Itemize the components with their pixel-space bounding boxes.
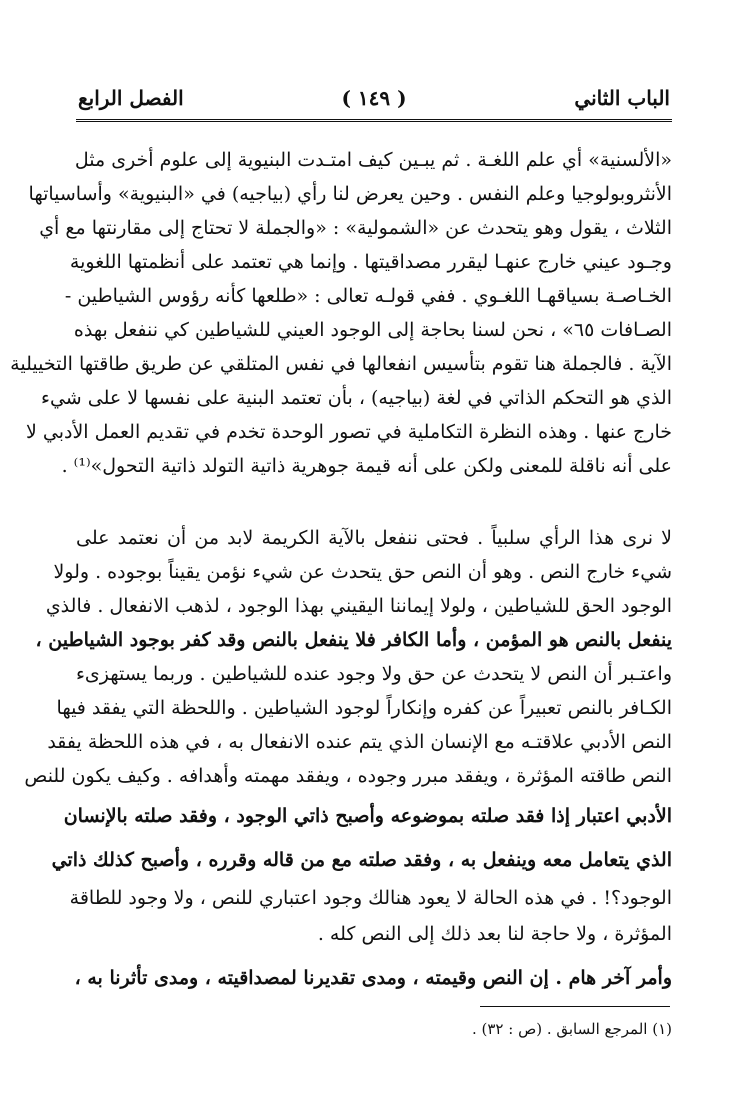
text-line: الصـافات ٦٥» ، نحن لسنا بحاجة إلى الوجود العيني للشياطين كي ننفعل بهذه <box>73 319 672 341</box>
text-line: الكـافر بالنص تعبيراً عن كفره وإنكاراً لوجود الشياطين . واللحظة التي يفقد فيها <box>56 697 672 719</box>
text-line: وأمر آخر هام . إن النص وقيمته ، ومدى تقديرنا لمصداقيته ، ومدى تأثرنا به ، <box>74 967 672 989</box>
text-line: خارج عنها . وهذه النظرة التكاملية في تصور الوحدة تخدم في تقديم العمل الأدبي لا <box>26 421 672 443</box>
text-line: «الألسنية» أي علم اللغـة . ثم يبـين كيف امتـدت البنيوية إلى علوم أخرى مثل <box>74 149 672 171</box>
text-line: الذي هو التحكم الذاتي في لغة (بياجيه) ، بأن تعتمد البنية على نفسها لا على شيء <box>41 387 672 409</box>
footnote-rule <box>480 1006 670 1007</box>
page-header <box>78 84 670 114</box>
text-line: النص الأدبي علاقتـه مع الإنسان الذي يتم عنده الانفعال به ، في هذه اللحظة يفقد <box>47 731 672 753</box>
text-line: الأدبي اعتبار إذا فقد صلته بموضوعه وأصبح ذاتي الوجود ، وفقد صلته بالإنسان <box>63 805 672 827</box>
section-title: الفصل الرابع <box>78 86 184 110</box>
text-line: الآية . فالجملة هنا تقوم بتأسيس انفعالها في نفس المتلقي عن طريق طاقتها التخييلية <box>10 353 672 375</box>
text-line: شيء خارج النص . وهو أن النص حق يتحدث عن شيء نؤمن يقيناً بوجوده . ولولا <box>53 561 672 583</box>
text-line: على أنه ناقلة للمعنى ولكن على أنه قيمة جوهرية ذاتية التولد ذاتية التحول»⁽¹⁾ . <box>61 455 672 477</box>
footnote: (١) المرجع السابق . (ص : ٣٢) . <box>471 1020 672 1038</box>
text-line: الوجود الحق للشياطين ، ولولا إيماننا اليقيني بهذا الوجود ، لذهب الانفعال . فالذي <box>45 595 672 617</box>
text-line: الذي يتعامل معه وينفعل به ، وفقد صلته مع من قاله وقرره ، وأصبح كذلك ذاتي <box>51 849 672 871</box>
chapter-title: الباب الثاني <box>574 86 670 110</box>
text-line: الأنثروبولوجيا وعلم النفس . وحين يعرض لنا رأي (بياجيه) في «البنيوية» وأساسياتها <box>28 183 672 205</box>
text-line: لا نرى هذا الرأي سلبياً . فحتى ننفعل بالآية الكريمة لابد من أن نعتمد على <box>76 527 672 549</box>
text-line: ينفعل بالنص هو المؤمن ، وأما الكافر فلا ينفعل بالنص وقد كفر بوجود الشياطين ، <box>35 629 672 651</box>
text-line: الثلاث ، يقول وهو يتحدث عن «الشمولية» : «والجملة لا تحتاج إلى مقارنتها مع أي <box>39 217 672 239</box>
page-number: ( ١٤٩ ) <box>341 86 407 110</box>
text-line: الخـاصـة بسياقهـا اللغـوي . ففي قولـه تعالى : «طلعها كأنه رؤوس الشياطين - <box>64 285 672 307</box>
header-rule <box>76 119 672 122</box>
text-line: الوجود؟! . في هذه الحالة لا يعود هنالك وجود اعتباري للنص ، ولا وجود للطاقة <box>69 887 672 909</box>
text-line: النص طاقته المؤثرة ، ويفقد مبرر وجوده ، ويفقد مهمته وأهدافه . وكيف يكون للنص <box>24 765 672 787</box>
text-line: وجـود عيني خارج عنهـا ليقرر مصداقيتها . وإنما هي تعتمد على أنظمتها اللغوية <box>69 251 672 273</box>
text-line: واعتـبر أن النص لا يتحدث عن حق ولا وجود عنده للشياطين . وربما يستهزىء <box>75 663 672 685</box>
text-line: المؤثرة ، ولا حاجة لنا بعد ذلك إلى النص كله . <box>317 923 672 945</box>
